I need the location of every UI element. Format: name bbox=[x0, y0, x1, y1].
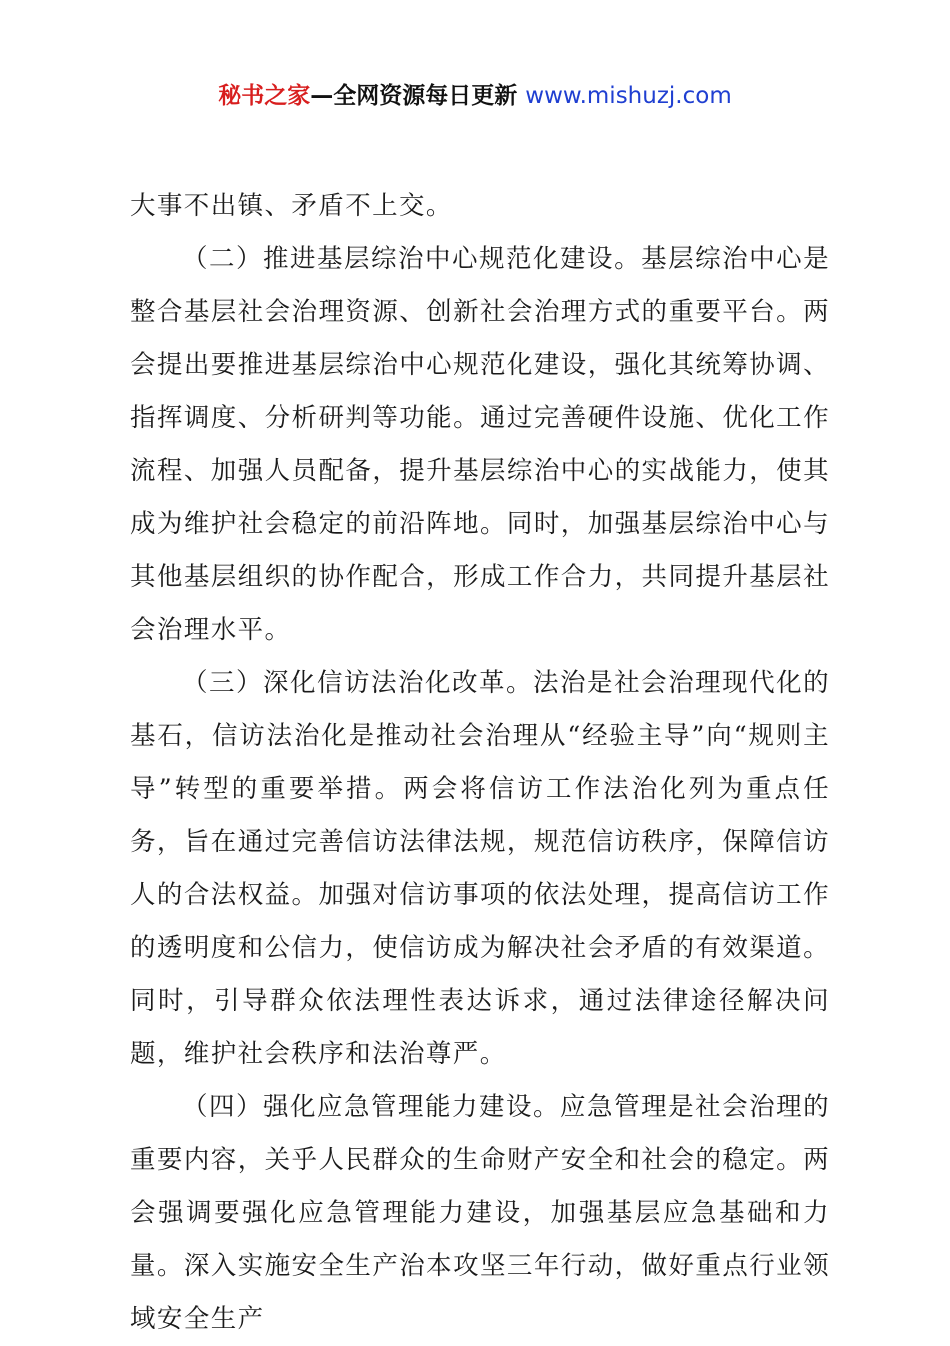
site-brand: 秘书之家 bbox=[218, 83, 311, 109]
document-body bbox=[130, 180, 830, 1346]
paragraph-continuation: 大事不出镇、矛盾不上交。 bbox=[130, 191, 453, 221]
site-slogan: —全网资源每日更新 bbox=[310, 83, 518, 109]
paragraph-section-2: （二）推进基层综治中心规范化建设。基层综治中心是整合基层社会治理资源、创新社会治理方式的重要平台。两会提出要推进基层综治中心规范化建设，强化其统筹协调、指挥调度、分析研判等功能。通过完善硬件设施、优化工作流程、加强人员配备，提升基层综治中心的实战能力，使其成为维护社会稳定的前沿阵地。同时，加强基层综治中心与其他基层组织的协作配合，形成工作合力，共同提升基层社会治理水平。 bbox=[130, 244, 830, 645]
paragraph-section-4: （四）强化应急管理能力建设。应急管理是社会治理的重要内容，关乎人民群众的生命财产安全和社会的稳定。两会强调要强化应急管理能力建设，加强基层应急基础和力量。深入实施安全生产治本攻坚三年行动，做好重点行业领域安全生产 bbox=[130, 1092, 830, 1334]
paragraph-section-3: （三）深化信访法治化改革。法治是社会治理现代化的基石，信访法治化是推动社会治理从“经验主导”向“规则主导”转型的重要举措。两会将信访工作法治化列为重点任务，旨在通过完善信访法律法规，规范信访秩序，保障信访人的合法权益。加强对信访事项的依法处理，提高信访工作的透明度和公信力，使信访成为解决社会矛盾的有效渠道。同时，引导群众依法理性表达诉求，通过法律途径解决问题，维护社会秩序和法治尊严。 bbox=[130, 668, 830, 1069]
site-url-link[interactable]: www.mishuzj.com bbox=[525, 83, 732, 109]
page-header bbox=[0, 80, 950, 112]
